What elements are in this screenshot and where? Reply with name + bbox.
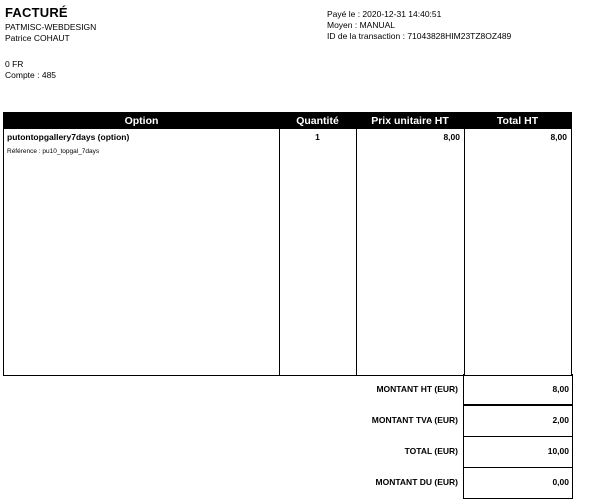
amount-due-value: 0,00: [552, 477, 569, 487]
subtotal-label: MONTANT HT (EUR): [376, 384, 458, 394]
customer-name: Patrice COHAUT: [5, 33, 70, 43]
table-header: [4, 113, 571, 129]
amount-due-label: MONTANT DU (EUR): [375, 477, 458, 487]
header-option: Option: [124, 115, 159, 127]
invoice-title: FACTURÉ: [5, 5, 68, 20]
column-divider: [279, 129, 280, 375]
option-unit-price: 8,00: [443, 132, 460, 142]
option-quantity: 1: [315, 132, 320, 142]
transaction-id: ID de la transaction : 71043828HIM23TZ8OZ489: [327, 31, 512, 41]
header-total: Total HT: [496, 115, 539, 127]
address-block: [5, 59, 56, 81]
vat-label: MONTANT TVA (EUR): [371, 415, 458, 425]
company-name: PATMISC-WEBDESIGN: [5, 22, 97, 32]
billed-to-block: [5, 22, 96, 44]
account-number: Compte : 485: [5, 70, 57, 80]
header-quantity: Quantité: [296, 115, 339, 127]
option-name: putontopgallery7days (option): [7, 132, 130, 142]
total-label: TOTAL (EUR): [404, 446, 458, 456]
total-value: 10,00: [547, 446, 569, 456]
payment-date: Payé le : 2020-12-31 14:40:51: [327, 9, 442, 19]
column-divider: [464, 129, 465, 375]
header-unit-price: Prix unitaire HT: [371, 115, 449, 127]
items-table: [3, 112, 572, 376]
column-divider: [356, 129, 357, 375]
subtotal-value: 8,00: [552, 384, 569, 394]
payment-method: Moyen : MANUAL: [327, 20, 396, 30]
payment-info-block: [327, 9, 511, 42]
address-line: 0 FR: [5, 59, 24, 69]
vat-value: 2,00: [552, 415, 569, 425]
option-total: 8,00: [550, 132, 567, 142]
option-reference: Référence : pu10_topgal_7days: [7, 148, 100, 155]
